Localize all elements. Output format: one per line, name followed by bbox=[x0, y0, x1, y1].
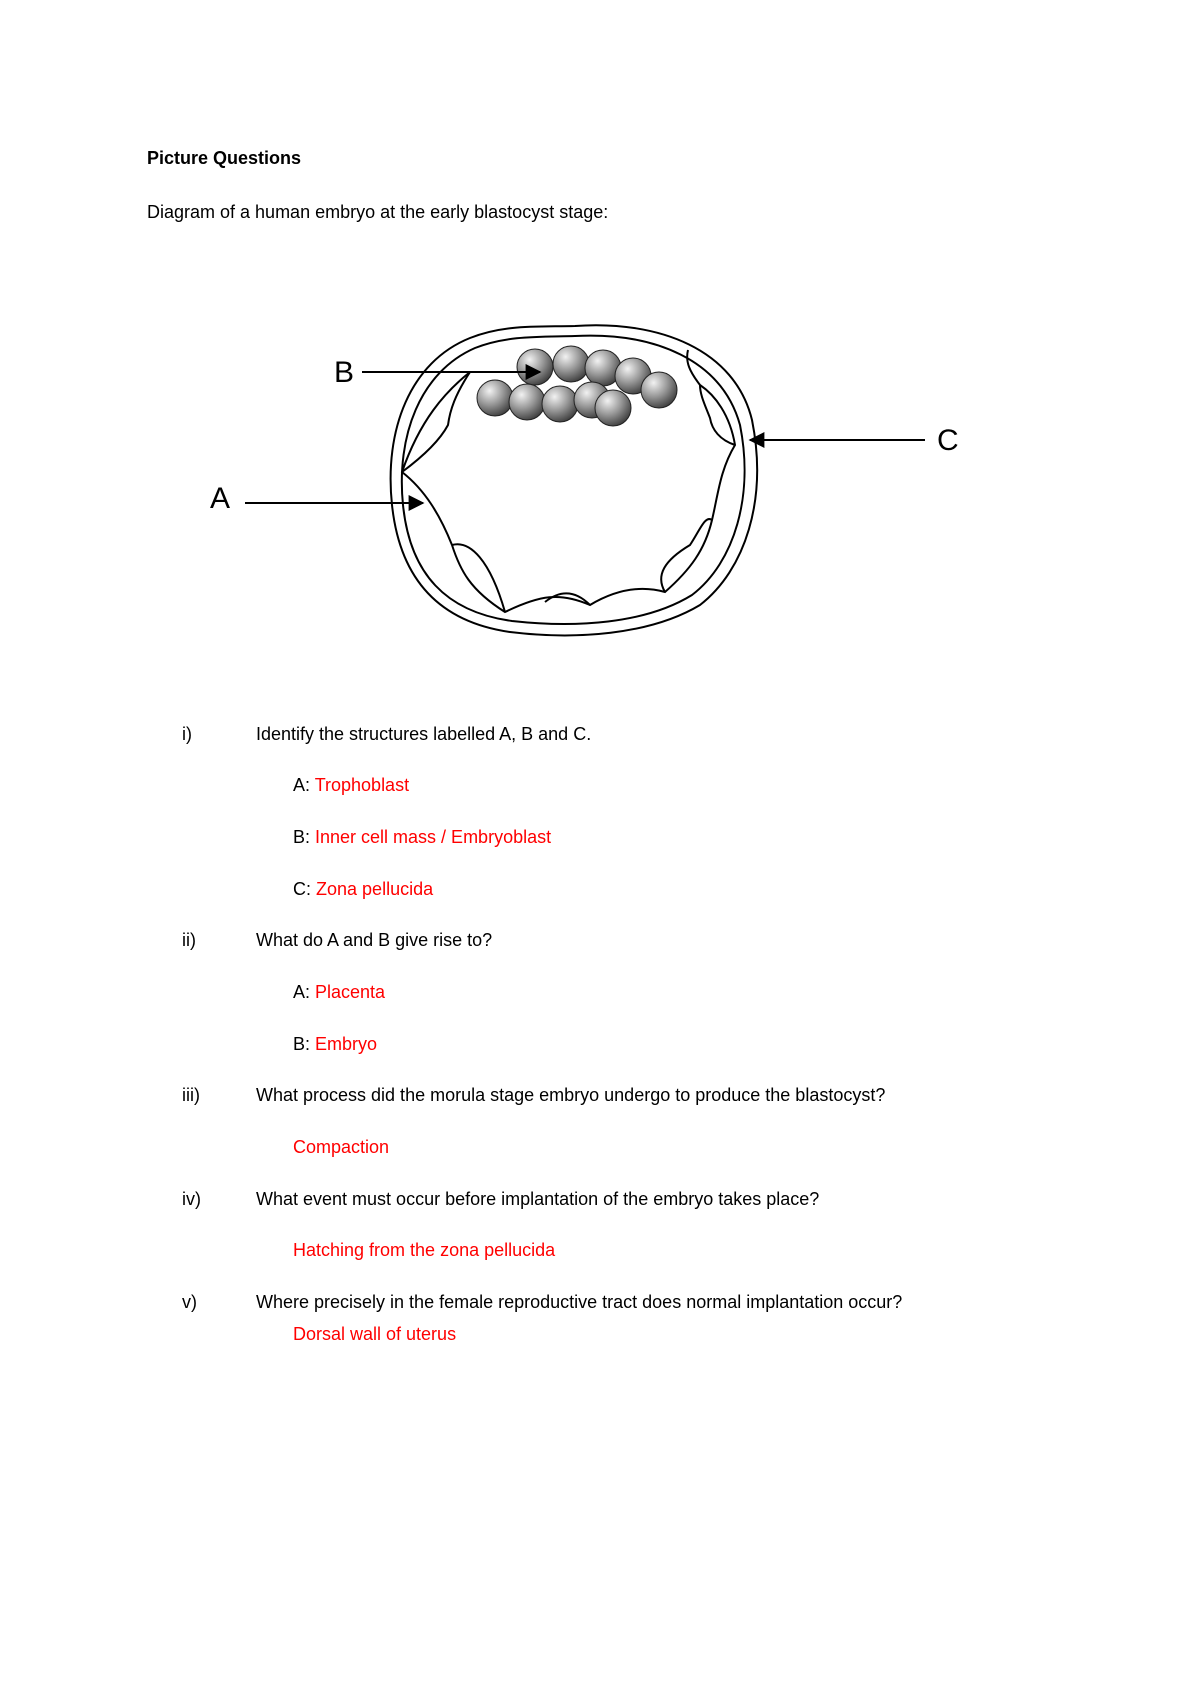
label-c: C bbox=[937, 424, 959, 457]
answer-prefix: B: bbox=[293, 1034, 316, 1054]
answer-value: Placenta bbox=[315, 982, 386, 1002]
answer-line bbox=[293, 879, 433, 900]
label-a: A bbox=[210, 482, 231, 515]
question-text: Where precisely in the female reproductive tract does normal implantation occur? bbox=[256, 1292, 903, 1312]
answer-value: Dorsal wall of uterus bbox=[293, 1324, 457, 1344]
question-text: What event must occur before implantation of the embryo takes place? bbox=[256, 1189, 820, 1209]
answer-line bbox=[293, 827, 551, 848]
question-number: i) bbox=[182, 724, 192, 744]
page-title: Picture Questions bbox=[147, 148, 302, 168]
answer-line bbox=[293, 1034, 377, 1055]
answer-prefix: B: bbox=[293, 827, 316, 847]
answer-line bbox=[293, 982, 385, 1003]
inner-cell-mass bbox=[477, 346, 677, 426]
diagram-caption: Diagram of a human embryo at the early blastocyst stage: bbox=[147, 202, 609, 222]
blastocyst-diagram bbox=[0, 0, 1200, 720]
answer-value: Embryo bbox=[315, 1034, 378, 1054]
answer-line bbox=[293, 775, 409, 796]
question-number: v) bbox=[182, 1292, 197, 1312]
question-text: What do A and B give rise to? bbox=[256, 930, 493, 950]
answer-value: Compaction bbox=[293, 1137, 390, 1157]
answer-value: Trophoblast bbox=[314, 775, 410, 795]
question-number: iii) bbox=[182, 1085, 200, 1105]
label-b: B bbox=[334, 356, 355, 389]
answer-prefix: A: bbox=[293, 982, 316, 1002]
answer-value: Zona pellucida bbox=[316, 879, 434, 899]
answer-value: Hatching from the zona pellucida bbox=[293, 1240, 556, 1260]
question-text: Identify the structures labelled A, B and C. bbox=[256, 724, 592, 744]
answer-prefix: A: bbox=[293, 775, 315, 795]
answer-prefix: C: bbox=[293, 879, 317, 899]
question-text: What process did the morula stage embryo undergo to produce the blastocyst? bbox=[256, 1085, 886, 1105]
question-number: iv) bbox=[182, 1189, 201, 1209]
question-number: ii) bbox=[182, 930, 196, 950]
answer-value: Inner cell mass / Embryoblast bbox=[315, 827, 552, 847]
